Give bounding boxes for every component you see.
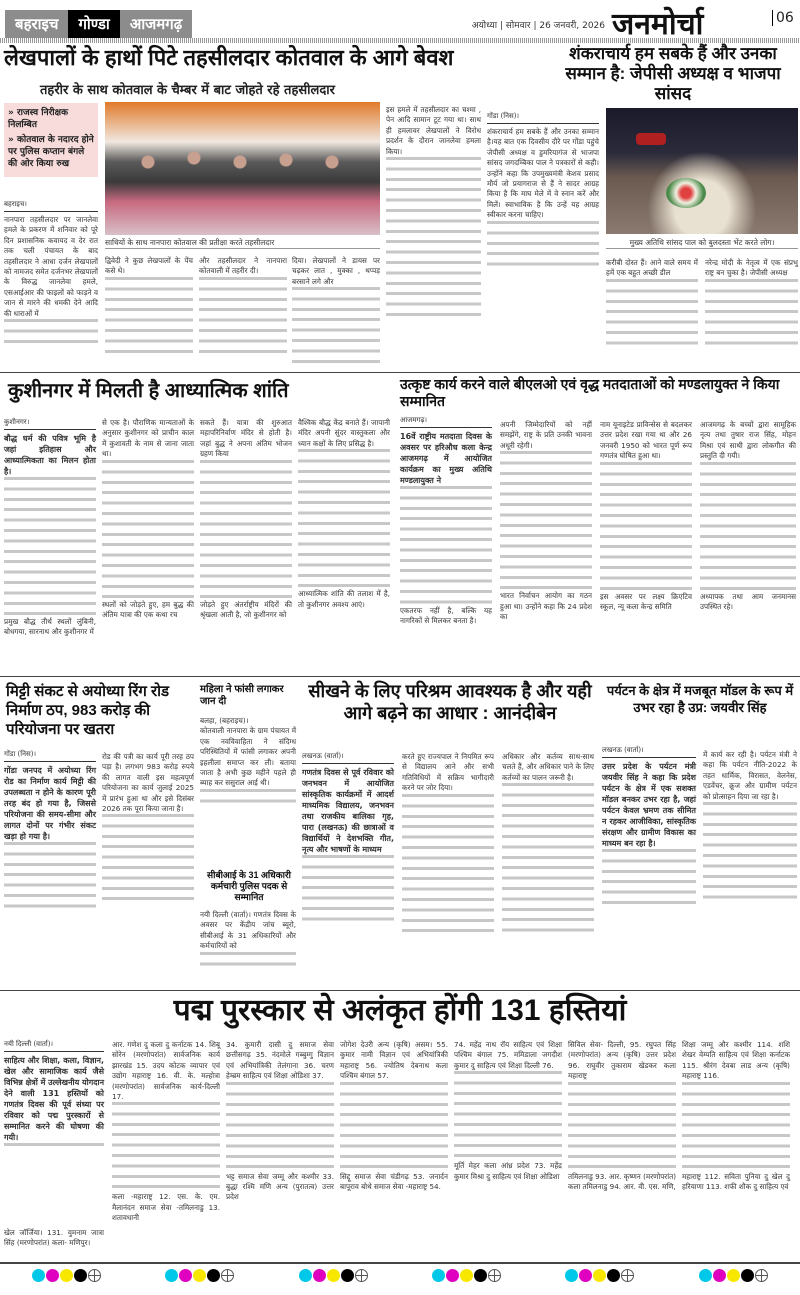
story-text: मूर्ति मेहर कला आंध्र प्रदेश 73. महेंद्र कुमार मिश्रा दु साहित्य एवं शिक्षा ओडिशा [454, 1161, 562, 1181]
story1-col5 [386, 105, 481, 317]
story-text: अध्यापक तथा आम जनमानस उपस्थित रहे। [700, 591, 796, 612]
magenta-swatch [179, 1269, 192, 1282]
black-swatch [607, 1269, 620, 1282]
story-text: प्रमुख बौद्ध तीर्थ स्थलों लुंबिनी, बोधगया, सारनाथ और कुशीनगर में [4, 617, 96, 637]
color-bar-group [699, 1267, 768, 1286]
text-filler [4, 477, 96, 617]
text-filler [454, 1071, 562, 1161]
story1-col1 [4, 200, 98, 349]
magenta-swatch [579, 1269, 592, 1282]
story-text: में कार्य कर रही है। पर्यटन मंत्री ने कहा कि पर्यटन नीति-2022 के तहत धार्मिक, विरासत, वेलनेस, एडवेंचर, क्रूज और ग्रामीण पर्यटन को प्रोत्साहन दिया जा रहा है। [703, 750, 797, 801]
highlight-item: » कोतवाल के नदारद होने पर पुलिस कप्तान बंगले की ओर किया रुख [8, 135, 94, 169]
story6-dateline: बलहा, (बहराइच)। [200, 716, 249, 725]
yellow-swatch [327, 1269, 340, 1282]
story-text: आजमगढ़ के बच्चों द्वारा सामूहिक नृत्य तथा तुषार राज सिंह, मोहन मिश्रा एवं साथी द्वारा लोकगीत की प्रस्तुति दी गयी। [700, 420, 796, 461]
text-filler [302, 855, 394, 925]
story5-col2 [102, 752, 194, 904]
story9-lead: उत्तर प्रदेश के पर्यटन मंत्री जयवीर सिंह ने कहा कि प्रदेश पर्यटन के क्षेत्र में एक सशक्त मॉडल बनकर उभर रहा है, जहां पर्यटन केवल भ्रमण तक सीमित न रहकर आजीविका, सांस्कृतिक संरक्षण और ग्रामीण विकास का माध्यम बन रहा है। [602, 762, 696, 848]
highlight-item: » राजस्व निरीक्षक निलम्बित [8, 108, 68, 130]
text-filler [340, 1082, 448, 1172]
story1-col4 [292, 256, 380, 367]
story4-headline: उत्कृष्ट कार्य करने वाले बीएलओ एवं वृद्ध मतदाताओं को मण्डलायुक्त ने किया सम्मानित [400, 376, 780, 409]
story7-headline: सीबीआई के 31 अधिकारी कर्मचारी पुलिस पदक से सम्मानित [207, 870, 291, 902]
story6-lead: कोतवाली नानपारा के ग्राम पंचायत में एक नवविवाहिता ने संदिग्ध परिस्थितियों में फांसी लगाकर अपनी इहलीला समाप्त कर ली। बताया जाता है अभी कुछ महीने पहले ही ब्याह कर ससुराल आई थी। [200, 726, 296, 788]
story3-headline: कुशीनगर में मिलती है आध्यात्मिक शांति [8, 380, 289, 402]
text-filler [705, 279, 798, 349]
print-registration-strip [0, 1262, 800, 1288]
story-text: और तहसीलदार ने नानपारा कोतवाली में तहरीर दी। [199, 256, 287, 276]
color-bar-group [32, 1267, 101, 1286]
yellow-swatch [593, 1269, 606, 1282]
story1-col2 [105, 256, 193, 357]
text-filler [487, 221, 599, 271]
section-tabs [5, 10, 192, 38]
story-text: एकतरफ नहीं है, बल्कि यह नागरिकों से मिलकर बनता है। [400, 606, 492, 626]
story3-col3 [200, 418, 292, 620]
story5-col1 [4, 750, 96, 912]
newspaper-logo: जनमोर्चा [612, 7, 704, 42]
text-filler [292, 287, 380, 367]
story8-dateline: लखनऊ (वार्ता)। [302, 752, 394, 764]
text-filler [4, 1143, 104, 1153]
story-text: कला -महाराष्ट्र 12. एस. के. एम. मैलानंदन समाज सेवा -तमिलनाडु 13. शतावधानी [112, 1192, 220, 1223]
awardee-column [226, 1040, 334, 1203]
black-swatch [741, 1269, 754, 1282]
story-text: अपनी जिम्मेदारियों को नहीं समझेंगे, राष्ट्र के प्रति उनकी भावना अधूरी रहेगी। [500, 420, 592, 450]
story-text: से एक है। पौराणिक मान्यताओं के अनुसार कुशीनगर को प्राचीन काल में कुशावती के नाम से जाना जाता था। [102, 418, 194, 459]
color-bar-group [299, 1267, 368, 1286]
story-text: स्थलों को जोड़ते हुए, हम बुद्ध की अंतिम यात्रा की एक कथा रच [102, 599, 194, 620]
story1-dateline: बहराइच। [4, 200, 98, 212]
text-filler [502, 783, 594, 933]
registration-mark-icon [621, 1269, 634, 1282]
story1-highlights [4, 103, 98, 177]
text-filler [105, 277, 193, 357]
text-filler [600, 462, 692, 592]
story5-dateline: गोंडा (निस)। [4, 750, 96, 762]
story1-subhead: तहरीर के साथ कोतवाल के चैम्बर में बाट जोहते रहे तहसीलदार [40, 83, 335, 98]
story-text: करते हुए राज्यपाल ने नियमित रूप से विद्यालय आने और सभी गतिविधियों में सक्रिय भागीदारी करने पर जोर दिया। [402, 752, 494, 793]
registration-mark-icon [88, 1269, 101, 1282]
story-text: आध्यात्मिक शांति की तलाश में है, तो कुशीनगर अवश्य आएं। [298, 589, 390, 609]
story-text: सकते हैं। यात्रा की शुरुआत महापरिनिर्वाण मंदिर से होती है। जहां बुद्ध ने अपना अंतिम भोजन ग्रहण किया [200, 418, 292, 459]
story1-lead: नानपारा तहसीलदार पर जानलेवा हमले के प्रकरण में शनिवार को पूरे दिन प्रशासनिक कवायद व देर रात तक चली पंचायत के बाद तहसीलदार ने आधा दर्जन लेखपालों को नामजद समेत दर्जनभर लेखपालों के विरुद्ध जानलेवा हमले, एसआईआर की फाइलों को फाड़ने व जान से मारने की धमकी देने आदि की धाराओं में [4, 215, 98, 318]
story9-col1 [602, 746, 696, 909]
story-text: 74. महेंद्र नाथ रॉय साहित्य एवं शिक्षा पश्चिम बंगाल 75. ममिडाला जगदीश कुमार दु साहित्य एवं शिक्षा दिल्ली 76. [454, 1040, 562, 1070]
text-filler [682, 1082, 790, 1172]
story2-col2 [606, 258, 698, 349]
text-filler [402, 794, 494, 934]
text-filler [703, 802, 797, 902]
awardee-column-end [4, 1228, 104, 1249]
text-filler [226, 1082, 334, 1172]
cyan-swatch [165, 1269, 178, 1282]
story-text: द्विवेदी ने कुछ लेखपालों के पेंच कसे थे। [105, 256, 193, 276]
story-text: शिक्षा जम्मू और कश्मीर 114. शशि शेखर वेम्पति साहित्य एवं शिक्षा कर्नाटक 115. श्रीरंग देवबा लाड अन्य (कृषि) महाराष्ट्र 116. [682, 1040, 790, 1081]
text-filler [386, 157, 481, 317]
story6-headline: महिला ने फांसी लगाकर जान दी [200, 684, 284, 707]
story-text: 34. कुमारी दासी दु समाज सेवा छत्तीसगढ़ 35. नंदमोले गब्बुम्गु विज्ञान एवं अभियांत्रिकी तेलंगाना 36. चरण हेम्ब्रम साहित्य एवं शिक्षा ओडिशा 37. [226, 1040, 334, 1081]
story8-lead: गणतंत्र दिवस से पूर्व रविवार को जनभवन में आयोजित सांस्कृतिक कार्यक्रमों में आदर्श माध्यमिक विद्यालय, जनभवन तथा राजकीय बालिका गृह, पारा (लखनऊ) की छात्राओं व विद्यार्थियों ने देशभक्ति गीत, नृत्य और भाषणों के माध्यम [302, 768, 394, 854]
story8-col2 [402, 752, 494, 934]
cyan-swatch [299, 1269, 312, 1282]
story4-lead: 16वें राष्ट्रीय मतदाता दिवस के अवसर पर हरिऔध कला केन्द्र आजमगढ़ में आयोजित कार्यक्रम का मुख्य अतिथि मण्डलायुक्त ने [400, 432, 492, 485]
section-divider [0, 990, 800, 991]
text-filler [199, 277, 287, 357]
story-text: खेल जॉर्जिया। 131. युमनाम जात्रा सिंह (मरणोपरांत) कला- मणिपुर। [4, 1228, 104, 1248]
story3-col4 [298, 418, 390, 610]
registration-mark-icon [221, 1269, 234, 1282]
yellow-swatch [193, 1269, 206, 1282]
story-text: सिविल सेवा- दिल्ली, 95. रघुपत सिंह (मरणोपरांत) अन्य (कृषि) उत्तर प्रदेश 96. राघुवीर तुकाराम खेडकर कला महाराष्ट्र [568, 1040, 676, 1081]
text-filler [568, 1082, 676, 1172]
color-bar-group [565, 1267, 634, 1286]
story10-col1 [4, 1040, 104, 1153]
magenta-swatch [446, 1269, 459, 1282]
story-text: करीबी दोस्त हैं। आने वाले समय में हमें एक बहुत अच्छी डील [606, 258, 698, 278]
tab-bahraich[interactable]: बहराइच [15, 15, 59, 33]
awardee-column [682, 1040, 790, 1192]
story3-col1 [4, 418, 96, 638]
color-bar-group [165, 1267, 234, 1286]
story1-headline: लेखपालों के हाथों पिटे तहसीलदार कोतवाल के आगे बेवश [4, 45, 454, 70]
cyan-swatch [432, 1269, 445, 1282]
story2-col1 [487, 112, 599, 271]
awardee-column [340, 1040, 448, 1192]
cyan-swatch [32, 1269, 45, 1282]
magenta-swatch [46, 1269, 59, 1282]
yellow-swatch [60, 1269, 73, 1282]
black-swatch [341, 1269, 354, 1282]
story4-dateline: आजमगढ़। [400, 416, 492, 428]
story-text: इस हमले में तहसीलदार का चश्मा , पेन आदि सामान टूट गया था। साथ ही हमलावर लेखपालों ने विरोध प्रदर्शन के दौरान जानलेवा हमला किया। [386, 105, 481, 156]
awardee-column [112, 1040, 220, 1224]
story8-col3 [502, 752, 594, 933]
story6-col [200, 716, 296, 809]
tab-azamgarh[interactable]: आजमगढ़ [129, 15, 183, 33]
story-text: नरेन्द्र मोदी के नेतृत्व में एक संप्रभु राष्ट्र बन चुका है। जेपीसी अध्यक्ष [705, 258, 798, 278]
section-divider [0, 676, 800, 677]
text-filler [400, 486, 492, 606]
registration-mark-icon [755, 1269, 768, 1282]
text-filler [4, 842, 96, 912]
cyan-swatch [699, 1269, 712, 1282]
text-filler [700, 462, 796, 592]
story7-lead: नयी दिल्ली (वार्ता)। गणतंत्र दिवस के अवसर पर केंद्रीय जांच ब्यूरो, सीबीआई के 31 अधिकारियों और कर्मचारियों को [200, 910, 296, 951]
text-filler [112, 1102, 220, 1192]
story4-col4 [700, 420, 796, 612]
text-filler [200, 952, 296, 972]
cyan-swatch [565, 1269, 578, 1282]
story10-lead: साहित्य और शिक्षा, कला, विज्ञान, खेल और सामाजिक कार्य जैसे विभिन्न क्षेत्रों में उल्लेखनीय योगदान देने वाली 131 हस्तियों को गणतंत्र दिवस की पूर्व संध्या पर रविवार को पद्म पुरस्कारों से सम्मानित करने की घोषणा की गयी। [4, 1056, 105, 1142]
awardee-column [454, 1040, 562, 1182]
section-divider [0, 372, 800, 373]
story2-col3 [705, 258, 798, 349]
story-text: सिद्दू समाज सेवा चंडीगढ़ 53. जनार्दन बापूराव बोथे समाज सेवा -महाराष्ट्र 54. [340, 1171, 448, 1192]
story9-dateline: लखनऊ (वार्ता)। [602, 746, 696, 758]
story5-lead: गोंडा जनपद में अयोध्या रिंग रोड का निर्माण कार्य मिट्टी की उपलब्धता न होने के कारण पूरी तरह बंद हो गया है, जिससे परियोजना की समय-सीमा और लागत दोनों पर गंभीर संकट खड़ा हो गया है। [4, 766, 96, 841]
text-filler [4, 319, 98, 349]
story-text: अधिकार और कर्तव्य साथ-साथ चलते हैं, और अधिकार पाने के लिए कर्तव्यों का पालन जरूरी है। [502, 752, 594, 782]
story-text: दिया। लेखपालों ने डायस पर चढ़कर लात , मुक्का , थप्पड़ बरसाने लगे और [292, 256, 380, 286]
story2-dateline: गोंडा (निस)। [487, 112, 599, 124]
story10-dateline: नयी दिल्ली (वार्ता)। [4, 1040, 104, 1052]
story-text: भट्ट समाज सेवा जम्मू और कश्मीर 33. बुद्धा रश्मि मणि अन्य (पुरातत्व) उत्तर प्रदेश [226, 1171, 334, 1202]
tab-gonda[interactable]: गोण्डा [68, 10, 119, 38]
story-text: जोगेश देउरी अन्य (कृषि) असम। 55. कुमार नामी विज्ञान एवं अभियांत्रिकी महाराष्ट्र 56. ज्योतिष देबनाथ कला पश्चिम बंगाल 57. [340, 1040, 448, 1081]
story-text: नाम यूनाइटेड प्राविन्सेस से बदलकर उत्तर प्रदेश रखा गया था और 26 जनवरी 1950 को भारत पूर्ण रूप गणतंत्र घोषित हुआ था। [600, 420, 692, 461]
story2-headline: शंकराचार्य हम सबके हैं और उनका सम्मान है: जेपीसी अध्यक्ष व भाजपा सांसद [565, 44, 781, 103]
magenta-swatch [713, 1269, 726, 1282]
registration-mark-icon [355, 1269, 368, 1282]
text-filler [298, 449, 390, 589]
yellow-swatch [727, 1269, 740, 1282]
color-bar-group [432, 1267, 501, 1286]
page-number: 06 [772, 10, 794, 26]
story1-photo-caption: साथियों के साथ नानपारा कोतवाल की प्रतीक्षा करते तहसीलदार [105, 238, 380, 249]
story-text: महाराष्ट्र 112. सविता पुनिया दु खेल दु हरियाणा 113. शफी शौक दु साहित्य एवं [682, 1171, 790, 1192]
story-text: जोड़ते हुए अंतर्राष्ट्रीय मंदिरों की श्रृंखला आती है, जो कुशीनगर को [200, 599, 292, 620]
story5-headline: मिट्टी संकट से अयोध्या रिंग रोड निर्माण ठप, 983 करोड़ की परियोजना पर खतरा [6, 683, 170, 738]
story-text: भारत निर्वाचन आयोग का गठन हुआ था। उन्होंने कहा कि 24 प्रदेश का [500, 591, 592, 622]
text-filler [602, 849, 696, 909]
black-swatch [207, 1269, 220, 1282]
registration-mark-icon [488, 1269, 501, 1282]
story3-dateline: कुशीनगर। [4, 418, 96, 430]
story-text: इस अवसर पर लक्ष्य क्रिएटिव स्कूल, न्यू कला केन्द्र समिति [600, 591, 692, 612]
text-filler [102, 460, 194, 600]
black-swatch [74, 1269, 87, 1282]
story3-col2 [102, 418, 194, 620]
story4-col3 [600, 420, 692, 612]
story-text: आर. गणेश दु कला दु कर्नाटक 14. शिबू सोरेन (मरणोपरांत) सार्वजनिक कार्य झारखंड 15. उदय कोटक व्यापार एवं उद्योग महाराष्ट्र 16. वी. के. मल्होत्रा (मरणोपरांत) सार्वजनिक कार्य-दिल्ली 17. [112, 1040, 220, 1102]
story-text: तमिलनाडु 93. आर. कृष्णन (मरणोपरांत) कला तमिलनाडु 94. आर. वी. एस. मणि, [568, 1171, 676, 1192]
text-filler [200, 460, 292, 600]
awardee-column [568, 1040, 676, 1192]
magenta-swatch [313, 1269, 326, 1282]
text-filler [200, 789, 296, 809]
story2-lead: शंकराचार्य हम सबके हैं और उनका सम्मान है।यह बात एक दिवसीय दौरे पर गोंडा पहुंचे जेपीसी अध्यक्ष व डुमरियागंज से भाजपा सांसद जगदम्बिका पाल ने पत्रकारों से कही। उन्होंने कहा कि उपमुख्यमंत्री केशव प्रसाद मौर्य जो प्रयागराज से हैं ने सादर आग्रह किया है कि माघ मेले में वे स्नान करें और मिलें। स्वाभाविक है कि उन्हें यह आग्रह स्वीकार करना चाहिए। [487, 127, 599, 220]
story-text: वैश्विक बौद्ध केंद्र बनाते हैं। जापानी मंदिर अपनी सुंदर वास्तुकला और ध्यान कक्षों के लिए प्रसिद्ध है। [298, 418, 390, 448]
header-rule [0, 38, 560, 43]
text-filler [500, 451, 592, 591]
yellow-swatch [460, 1269, 473, 1282]
text-filler [606, 279, 698, 349]
story1-col3 [199, 256, 287, 357]
story4-col1 [400, 416, 492, 627]
story1-photo [105, 102, 380, 235]
story2-photo [606, 108, 798, 234]
black-swatch [474, 1269, 487, 1282]
story3-lead: बौद्ध धर्म की पवित्र भूमि है जहां इतिहास और आध्यात्मिकता का मिलन होता है। [4, 434, 96, 476]
story9-headline: पर्यटन के क्षेत्र में मजबूत मॉडल के रूप में उभर रहा है उप्र: जयवीर सिंह [606, 683, 794, 715]
story2-photo-caption: मुख्य अतिथि सांसद पाल को बुलदस्ता भेंट करते लोग। [606, 238, 798, 249]
story10-headline: पद्म पुरस्कार से अलंकृत होंगी 131 हस्तियां [173, 994, 627, 1027]
story9-col2 [703, 750, 797, 902]
text-filler [102, 814, 194, 904]
story7-col [200, 910, 296, 972]
story4-col2 [500, 420, 592, 622]
story8-col1 [302, 752, 394, 925]
story8-headline: सीखने के लिए परिश्रम आवश्यक है और यही आगे बढ़ने का आधार : आनंदीबेन [308, 681, 592, 723]
edition-dateline: अयोध्या | सोमवार | 26 जनवरी, 2026 [471, 21, 605, 31]
story-text: रोड की पत्री का कार्य पूरी तरह ठप पड़ा है। लगभग 983 करोड़ रुपये की लागत वाली इस महत्वपूर्ण परियोजना का कार्य जुलाई 2025 में प्रारंभ हुआ था और इसे दिसंबर 2026 तक पूरा किया जाना है। [102, 752, 194, 814]
